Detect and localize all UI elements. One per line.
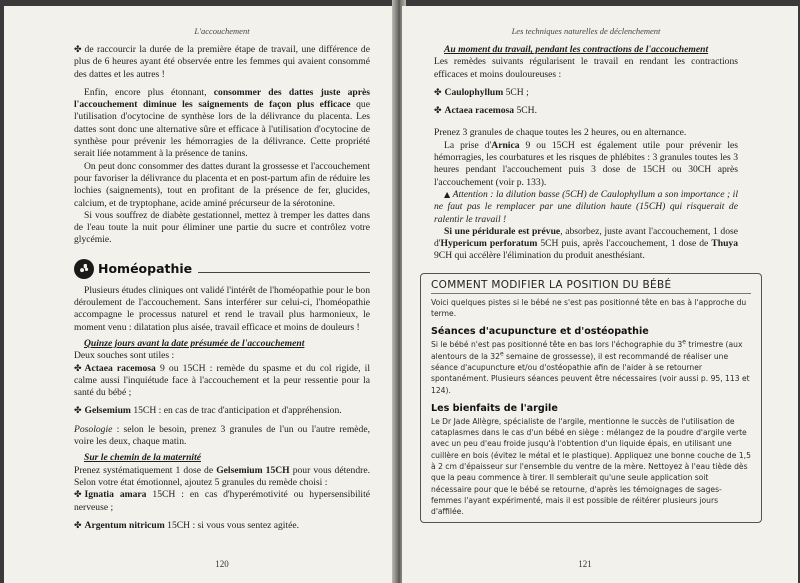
info-box-subtitle: Les bienfaits de l'argile [431, 402, 558, 414]
paragraph: Prenez 3 granules de chaque toutes les 2 heures, ou en alternance. [434, 127, 687, 139]
remedy-name: Actaea racemosa [444, 105, 515, 117]
bullet-mark-icon: ✤ [74, 363, 82, 374]
bullet-mark-icon: ✤ [434, 106, 442, 117]
running-head: L'accouchement [194, 26, 250, 36]
text: pour vous détendre. Selon votre état émotionnel, ajoutez 5 granules du remède choisi : [74, 464, 370, 488]
list-item [74, 520, 370, 532]
subheading: Quinze jours avant la date présumée de l'accouchement [84, 337, 305, 349]
text: 5CH ; [503, 86, 529, 98]
paragraph [74, 44, 370, 81]
right-page [402, 6, 798, 583]
paragraph: Si vous souffrez de diabète gestationnel, mettez à tremper les dattes dans de l'eau toute la nuit pour éliminer une partie du sucre et contrôlez votre glycémie. [74, 209, 370, 246]
paragraph: Les remèdes suivants régularisent le travail en rendant les contractions efficaces et moins douloureuses : [434, 56, 738, 80]
text: La prise d' [444, 139, 492, 151]
text: que l'utilisation d'ocytocine de synthèse lors de la délivrance du placenta. Les dattes sont donc une alternative sûre et efficace à l'utilisation d'ocytocine de synthèse pour prévenir les hémorragies de la délivrance. Cette propriété serait liée notamment à la présence de tanins. [74, 99, 370, 160]
paragraph [434, 226, 738, 263]
bold-text: Gelsemium 15CH [216, 464, 290, 476]
paragraph [74, 87, 370, 161]
remedy-name: Arnica [491, 139, 520, 151]
bold-text: consommer des dattes juste après l'accouchement diminue les saignements de façon plus efficace [74, 86, 371, 111]
list-item [74, 363, 370, 400]
remedy-name: Caulophyllum [444, 86, 504, 98]
bullet-mark-icon: ✤ [434, 87, 442, 98]
text: 5CH. [514, 105, 537, 117]
section-rule [198, 272, 370, 273]
remedy-name: Argentum nitricum [84, 519, 165, 531]
paragraph: Deux souches sont utiles : [74, 350, 175, 362]
text: 5CH puis, après l'accouchement, 1 dose de [537, 238, 712, 250]
bullet-mark-icon: ✤ [74, 406, 82, 417]
list-item [434, 87, 738, 99]
paragraph: On peut donc consommer des dattes durant la grossesse et l'accouchement pour favoriser la délivrance du placenta et en post-partum afin de réduire les lochies (saignements), tout en profitant de la présence de fer, glucides, calcium, et de tryptophane, acide aminé précurseur de la sérotonine. [74, 160, 370, 209]
text: Attention : la dilution basse (5CH) de Caulophyllum a son importance ; il ne faut pas le remplacer par une dilution haute (15CH) qui risquerait de ralentir le travail ! [434, 188, 738, 225]
text: 9 ou 15CH est également utile pour prévenir les hémorragies, les courbatures et les risques de phlébites : 3 granules toutes les 3 heures pendant l'accouchement puis 3 dose de 15CH ou 30CH après l'accouchement (voir p. 133). [434, 139, 739, 188]
text: 15CH : en cas d'hyperémotivité ou hypersensibilité nerveuse ; [74, 489, 370, 513]
info-box-title: COMMENT MODIFIER LA POSITION DU BÉBÉ [431, 279, 751, 294]
text: 15CH : si vous vous sentez agitée. [164, 519, 300, 531]
remedy-name: Hypericum perforatum [440, 238, 538, 250]
info-box-intro: Voici quelques pistes si le bébé ne s'est pas positionné tête en bas à l'approche du terme. [431, 297, 747, 319]
list-item [74, 405, 370, 417]
text: trimestre (aux alentours de la 32 [431, 340, 743, 361]
remedy-name: Actaea racemosa [84, 362, 156, 374]
bold-text: Si une péridurale est prévue [444, 225, 561, 237]
paragraph [434, 140, 738, 189]
section-title: Homéopathie [98, 261, 193, 277]
text: Si le bébé n'est pas positionné tête en bas lors l'échographie du 3 [431, 340, 683, 350]
text: , absorbez, juste avant l'accouchement, 1 dose d' [434, 225, 738, 250]
text: 9CH qui accélère l'élimination du produit anesthésiant. [434, 250, 645, 262]
text: Prenez systématiquement 1 dose de [74, 464, 217, 476]
bullet-mark-icon: ✤ [74, 45, 82, 55]
left-page [4, 6, 396, 583]
text: Enfin, encore plus étonnant, [84, 86, 214, 98]
paragraph [74, 424, 370, 449]
superscript: e [499, 350, 504, 358]
list-item [74, 489, 370, 514]
remedy-name: Gelsemium [84, 405, 131, 417]
subheading: Sur le chemin de la maternité [84, 452, 201, 464]
remedy-name: Thuya [711, 238, 738, 250]
text: : selon le besoin, prenez 3 granules de l'un ou l'autre remède, voire les deux, chaque matin. [74, 423, 370, 448]
remedy-name: Ignatia amara [84, 489, 147, 501]
subheading: Au moment du travail, pendant les contractions de l'accouchement [444, 44, 709, 55]
running-head: Les techniques naturelles de déclenchement [511, 26, 661, 36]
text: semaine de grossesse), il est recommandé de réaliser une séance d'acupuncture et/ou d'ostéopathie afin de l'aider à se retourner spontanément. Plusieurs séances peuvent être nécessaires (voir aussi p. 95, 113 et 124). [431, 351, 750, 395]
superscript: e [682, 338, 686, 346]
warning-triangle-icon: ▲ [444, 189, 451, 199]
bullet-mark-icon: ✤ [74, 490, 82, 501]
italic-label: Posologie [74, 423, 113, 435]
list-item [434, 105, 738, 117]
page-number: 120 [215, 559, 229, 569]
text: 9 ou 15CH : remède du spasme et du col rigide, il calme aussi l'inquiétude face à l'accouchement et la peur ressentie pour la santé du bébé ; [74, 362, 370, 399]
bullet-mark-icon: ✤ [74, 520, 82, 531]
info-box [420, 273, 762, 523]
text: 15CH : en cas de trac d'anticipation et d'appréhension. [130, 405, 342, 417]
paragraph [74, 465, 370, 490]
section-heading [74, 259, 370, 279]
homeopathy-pills-icon [74, 259, 94, 279]
info-box-text: Le Dr Jade Allègre, spécialiste de l'argile, mentionne le succès de l'utilisation de cataplasmes dans le cas d'un bébé en siège : mélangez de la poudre d'argile verte avec un peu d'eau froide jusqu'à l'obtention d'un liquide épais, en utilisant une cuillère en bois (évitez le métal et le plastique). Appliquez une bonne couche de 1,5 à 2 cm d'épaisseur sur l'ensemble du ventre de la mère. Nettoyez à l'eau tiède dès que la peau commence à tirer. Il semblerait qu'une seule application soit nécessaire pour que le bébé se retourne, d'après les témoignages de sages-femmes l'ayant expérimenté, mais il est possible de réitérer plusieurs jours d'affilée. [431, 416, 751, 517]
warning-note [434, 189, 738, 226]
page-number: 121 [578, 559, 592, 569]
paragraph: Plusieurs études cliniques ont validé l'intérêt de l'homéopathie pour le bon déroulement de l'accouchement. Sans interférer sur celui-ci, l'homéopathie accompagne le processus naturel et rend le travail plus harmonieux, le moment venu : dilatation plus aisée, travail efficace et moins de douleurs ! [74, 284, 370, 333]
info-box-subtitle: Séances d'acupuncture et d'ostéopathie [431, 326, 649, 338]
info-box-text [431, 339, 751, 395]
paragraph-text: de raccourcir la durée de la première étape de travail, une différence de plus de 6 heures ayant été observée entre les femmes qui avaient consommé des dattes et les autres ! [74, 44, 370, 80]
